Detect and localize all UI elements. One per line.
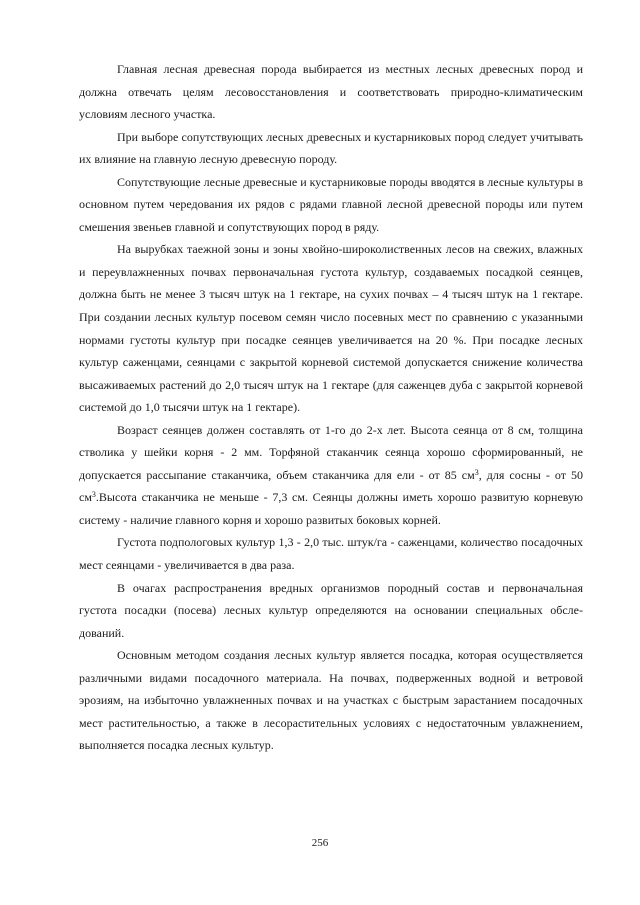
seedling-text-part-3: .Высота стаканчика не меньше - 7,3 см. Сеянцы должны иметь хорошо развитую корневую систему - наличие главного корня и хорошо развитых боковых корней. <box>79 490 583 527</box>
superscript-cubic-2: 3 <box>91 490 96 500</box>
paragraph-companion-introduction: Сопутствующие лесные древесные и кустарниковые породы вводятся в лесные культуры в основном путем чередования их рядов с рядами главной лесной древесной породы или путем смешения звеньев главной и сопутствующих пород в ряду. <box>79 174 583 234</box>
seedling-text-part-2: , для сосны - от 50 см <box>79 467 583 505</box>
paragraph-seedling-age <box>79 419 583 532</box>
paragraph-underplanting-density: Густота подпологовых культур 1,3 - 2,0 тыс. штук/га - саженцами, количество посадочных мест сеянцами - увеличивается в два раза. <box>79 535 583 573</box>
paragraph-pest-outbreaks: В очагах распространения вредных организмов породный состав и первоначальная густота посадки (посева) лесных культур определяются на основании специальных обследований. <box>79 580 583 640</box>
paragraph-main-species: Главная лесная древесная порода выбирается из местных лесных древесных пород и должна отвечать целям лесовосстановления и соответствовать природно-климатическим условиям лесного участка. <box>79 62 583 122</box>
superscript-cubic-1: 3 <box>474 467 479 477</box>
paragraph-planting-method: Основным методом создания лесных культур является посадка, которая осуществляется различными видами посадочного материала. На почвах, подверженных водной и ветровой эрозиям, на избыточно увлажненных почвах и на участках с быстрым зарастанием посадочных мест растительностью, а также в лесорастительных условиях с недостаточным увлажнением, выполняется посадка лесных культур. <box>79 648 583 753</box>
page-number: 256 <box>311 837 329 849</box>
seedling-text-part-1: Возраст сеянцев должен составлять от 1-го до 2-х лет. Высота сеянца от 8 см, толщина стволика у шейки корня - 2 мм. Торфяной стаканчик сеянца хорошо сформированный, не допускается рассыпание стаканчика, объем стаканчика для ели - от 85 см <box>79 422 583 482</box>
page-body <box>79 58 583 757</box>
paragraph-companion-selection: При выборе сопутствующих лесных древесных и кустарниковых пород следует учитывать их влияние на главную лесную древесную породу. <box>79 129 583 167</box>
paragraph-planting-density: На вырубках таежной зоны и зоны хвойно-широколиственных лесов на свежих, влажных и переувлажненных почвах первоначальная густота культур, создаваемых посадкой сеянцев, должна быть не менее 3 тысяч штук на 1 гектаре, на сухих почвах – 4 тысяч штук на 1 гектаре. При создании лесных культур посевом семян число посевных мест по сравнению с указанными нормами густоты культур при посадке сеянцев увеличивается на 20 %. При посадке лесных культур саженцами, сеянцами с закрытой корневой системой допускается снижение количества высаживаемых растений до 2,0 тысяч штук на 1 гектаре (для саженцев дуба с закрытой корневой системой до 1,0 тысячи штук на 1 гектаре). <box>79 242 583 415</box>
